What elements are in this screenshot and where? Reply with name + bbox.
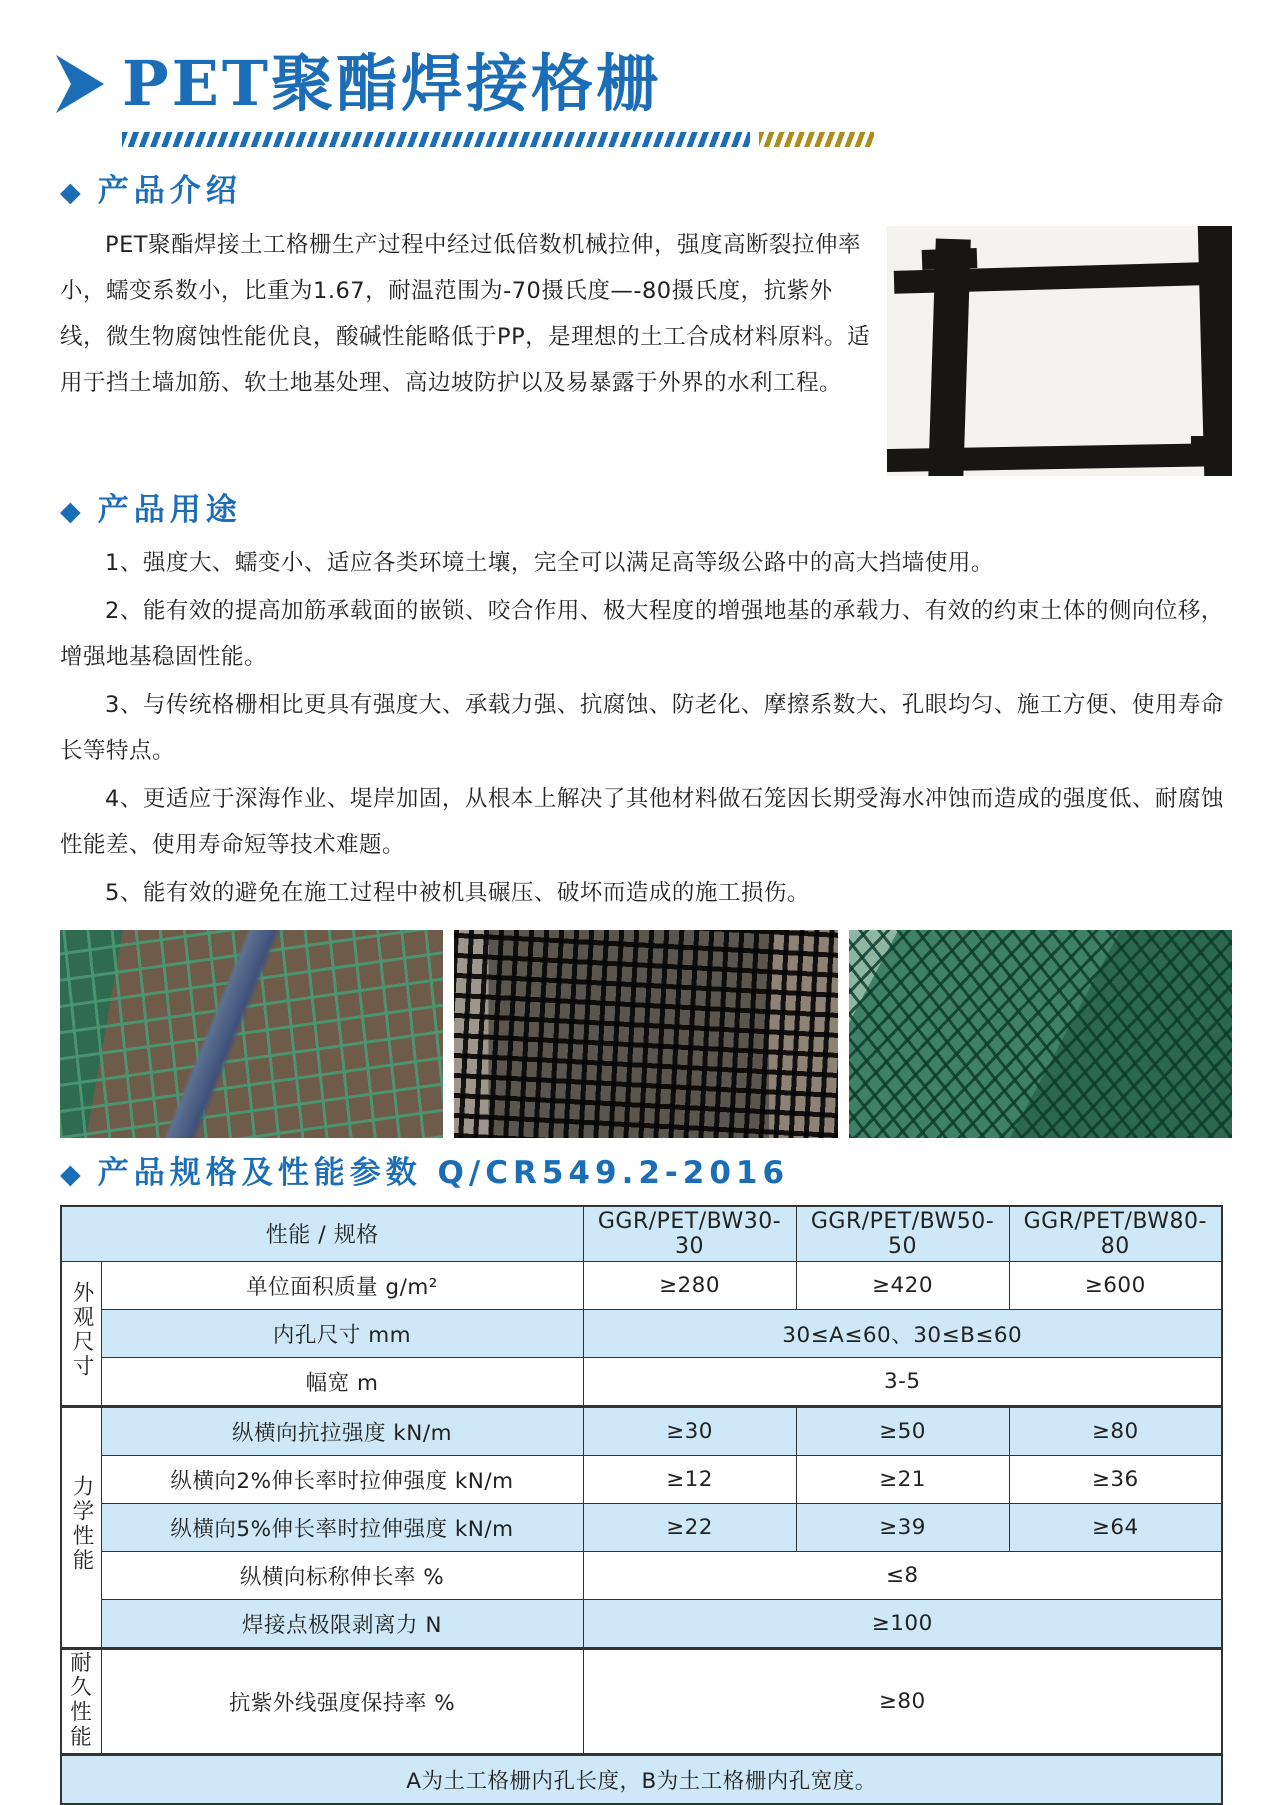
property-cell: 单位面积质量 g/m²	[101, 1261, 583, 1309]
value-cell: ≥30	[583, 1406, 796, 1455]
table-row	[61, 1503, 1222, 1551]
specs-table	[60, 1205, 1223, 1805]
list-item: 3、与传统格栅相比更具有强度大、承载力强、抗腐蚀、防老化、摩擦系数大、孔眼均匀、施工方便、使用寿命长等特点。	[60, 691, 1224, 764]
column-header: GGR/PET/BW30-30	[583, 1206, 796, 1262]
table-header-row	[61, 1206, 1222, 1262]
table-row	[61, 1551, 1222, 1599]
photo-green-geogrid-production	[60, 930, 443, 1138]
value-cell: ≥420	[796, 1261, 1009, 1309]
intro-section-heading	[60, 173, 1232, 210]
table-row	[61, 1648, 1222, 1754]
property-cell: 纵横向2%伸长率时拉伸强度 kN/m	[101, 1455, 583, 1503]
intro-heading-text: 产品介绍	[97, 173, 242, 210]
table-note-row	[61, 1754, 1222, 1804]
ribbon-gold-stripes	[759, 132, 874, 147]
property-cell: 纵横向标称伸长率 %	[101, 1551, 583, 1599]
photo-green-geogrid-rolls	[849, 930, 1232, 1138]
ribbon-blue-stripes	[122, 132, 750, 147]
table-row	[61, 1357, 1222, 1406]
value-cell: 30≤A≤60、30≤B≤60	[583, 1309, 1222, 1357]
uses-list	[60, 540, 1232, 916]
product-sample-photo	[887, 226, 1232, 476]
value-cell: ≥39	[796, 1503, 1009, 1551]
value-cell: 3-5	[583, 1357, 1222, 1406]
title-row	[54, 47, 1232, 120]
group-label-cell	[61, 1261, 101, 1406]
group-label: 力学性能	[69, 1475, 94, 1574]
decorative-ribbon	[122, 132, 874, 147]
right-arrow-icon	[54, 53, 106, 115]
value-cell: ≥80	[583, 1648, 1222, 1754]
intro-paragraph: PET聚酯焊接土工格栅生产过程中经过低倍数机械拉伸，强度高断裂拉伸率小，蠕变系数小，比重为1.67，耐温范围为-70摄氏度—-80摄氏度，抗紫外线，微生物腐蚀性能优良，酸碱性能略低于PP，是理想的土工合成材料原料。适用于挡土墙加筋、软土地基处理、高边坡防护以及易暴露于外界的水利工程。	[60, 232, 871, 397]
product-photo-gallery	[60, 930, 1232, 1138]
column-header: GGR/PET/BW50-50	[796, 1206, 1009, 1262]
table-row	[61, 1599, 1222, 1648]
uses-heading-text: 产品用途	[97, 492, 242, 529]
value-cell: ≥50	[796, 1406, 1009, 1455]
value-cell: ≥100	[583, 1599, 1222, 1648]
value-cell: ≥12	[583, 1455, 796, 1503]
table-row	[61, 1455, 1222, 1503]
group-label-cell: 耐久性能	[61, 1648, 101, 1754]
specs-section-heading	[60, 1155, 1232, 1192]
value-cell: ≥80	[1009, 1406, 1222, 1455]
value-cell: ≥21	[796, 1455, 1009, 1503]
property-cell: 焊接点极限剥离力 N	[101, 1599, 583, 1648]
list-item: 4、更适应于深海作业、堤岸加固，从根本上解决了其他材料做石笼因长期受海水冲蚀而造成的强度低、耐腐蚀性能差、使用寿命短等技术难题。	[60, 785, 1224, 858]
table-row	[61, 1406, 1222, 1455]
column-header: GGR/PET/BW80-80	[1009, 1206, 1222, 1262]
uses-section-heading	[60, 492, 1232, 529]
property-cell: 幅宽 m	[101, 1357, 583, 1406]
photo-black-geogrid-roll	[454, 930, 837, 1138]
diamond-bullet-icon: ◆	[60, 1158, 81, 1190]
value-cell: ≥280	[583, 1261, 796, 1309]
property-cell: 纵横向抗拉强度 kN/m	[101, 1406, 583, 1455]
value-cell: ≥64	[1009, 1503, 1222, 1551]
list-item: 5、能有效的避免在施工过程中被机具碾压、破坏而造成的施工损伤。	[105, 879, 810, 906]
page-title: PET聚酯焊接格栅	[122, 47, 662, 120]
property-cell: 抗紫外线强度保持率 %	[101, 1648, 583, 1754]
table-note: A为土工格栅内孔长度，B为土工格栅内孔宽度。	[61, 1754, 1222, 1804]
value-cell: ≥22	[583, 1503, 796, 1551]
diamond-bullet-icon: ◆	[60, 496, 81, 528]
value-cell: ≥36	[1009, 1455, 1222, 1503]
property-cell: 纵横向5%伸长率时拉伸强度 kN/m	[101, 1503, 583, 1551]
group-label: 外观尺寸	[69, 1281, 94, 1380]
geogrid-strip	[928, 238, 970, 476]
list-item: 2、能有效的提高加筋承载面的嵌锁、咬合作用、极大程度的增强地基的承载力、有效的约束土体的侧向位移，增强地基稳固性能。	[60, 597, 1224, 670]
specs-heading-text: 产品规格及性能参数 Q/CR549.2-2016	[97, 1154, 790, 1191]
value-cell: ≤8	[583, 1551, 1222, 1599]
geogrid-strip	[1191, 436, 1232, 456]
list-item: 1、强度大、蠕变小、适应各类环境土壤，完全可以满足高等级公路中的高大挡墙使用。	[105, 549, 994, 576]
property-cell: 内孔尺寸 mm	[101, 1309, 583, 1357]
group-label-cell	[61, 1406, 101, 1648]
table-row	[61, 1309, 1222, 1357]
intro-content	[60, 222, 1232, 476]
table-row	[61, 1261, 1222, 1309]
value-cell: ≥600	[1009, 1261, 1222, 1309]
diamond-bullet-icon: ◆	[60, 177, 81, 209]
column-header: 性能 / 规格	[61, 1206, 583, 1262]
geogrid-strip	[921, 248, 977, 270]
